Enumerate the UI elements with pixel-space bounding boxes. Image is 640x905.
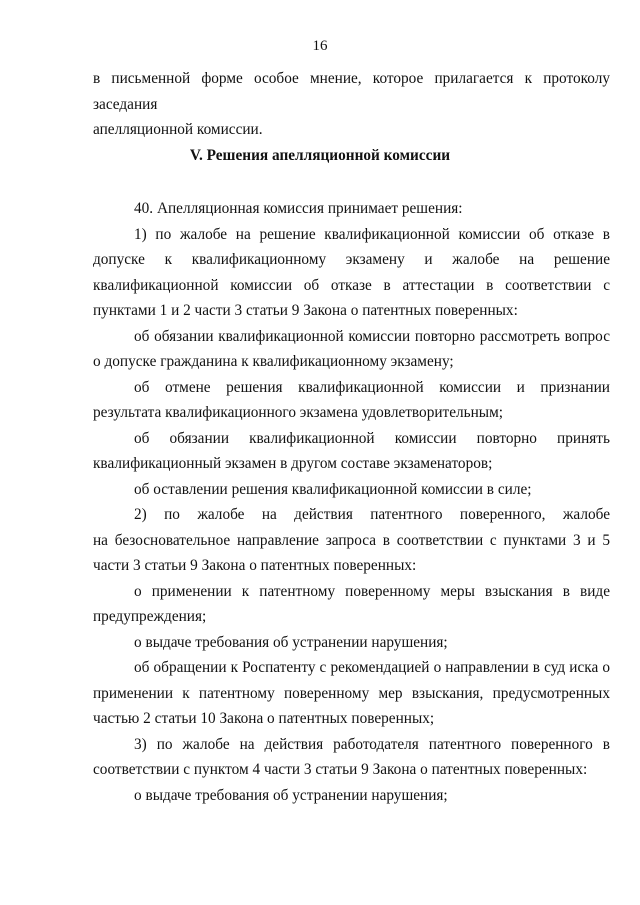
intro-line-2: апелляционной комиссии.	[93, 121, 263, 138]
item-1-c-first-line: об обязании квалификационной комиссии повторно принять	[134, 429, 610, 447]
item-1-d: об оставлении решения квалификационной комиссии в силе;	[134, 480, 532, 498]
item-1-c-rest: квалификационный экзамен в другом составе экзаменаторов;	[93, 455, 493, 472]
item-2-rest: на безосновательное направление запроса в соответствии с пунктами 3 и 5 части 3 статьи 9 Закона о патентных поверенных:	[93, 531, 610, 574]
item-1-a: об обязании квалификационной комиссии повторно рассмотреть вопрос о допуске гражданина к квалификационному экзамену;	[93, 327, 610, 370]
item-2-first-line: 2) по жалобе на действия патентного поверенного, жалобе	[134, 506, 610, 523]
intro-line-1: в письменной форме особое мнение, которое прилагается к протоколу заседания	[93, 70, 610, 113]
item-2-b: о выдаче требования об устранении нарушения;	[134, 633, 448, 651]
item-3: 3) по жалобе на действия работодателя патентного поверенного в соответствии с пунктом 4 части 3 статьи 9 Закона о патентных поверенных:	[93, 735, 610, 778]
paragraph-40: 40. Апелляционная комиссия принимает решения:	[134, 200, 463, 217]
item-1: 1) по жалобе на решение квалификационной комиссии об отказе в допуске к квалификационному экзамену и жалобе на решение квалификационной комиссии об отказе в аттестации в соответствии с пунктами 1 и 2 части 3 статьи 9 Закона о патентных поверенных:	[93, 225, 610, 319]
page-number: 16	[312, 38, 328, 54]
intro-paragraph	[93, 66, 610, 143]
section-title: V. Решения апелляционной комиссии	[189, 147, 451, 164]
item-3-a: о выдаче требования об устранении нарушения;	[134, 786, 448, 804]
item-1-b: об отмене решения квалификационной комиссии и признании результата квалификационного экзамена удовлетворительным;	[93, 378, 610, 421]
item-2-a: о применении к патентному поверенному меры взыскания в виде предупреждения;	[93, 582, 610, 625]
decisions-body	[93, 196, 610, 808]
item-2	[93, 502, 610, 579]
item-1-c	[93, 426, 610, 477]
item-2-c: об обращении к Роспатенту с рекомендацией о направлении в суд иска о применении к патентному поверенному мер взыскания, предусмотренных частью 2 статьи 10 Закона о патентных поверенных;	[93, 659, 610, 727]
